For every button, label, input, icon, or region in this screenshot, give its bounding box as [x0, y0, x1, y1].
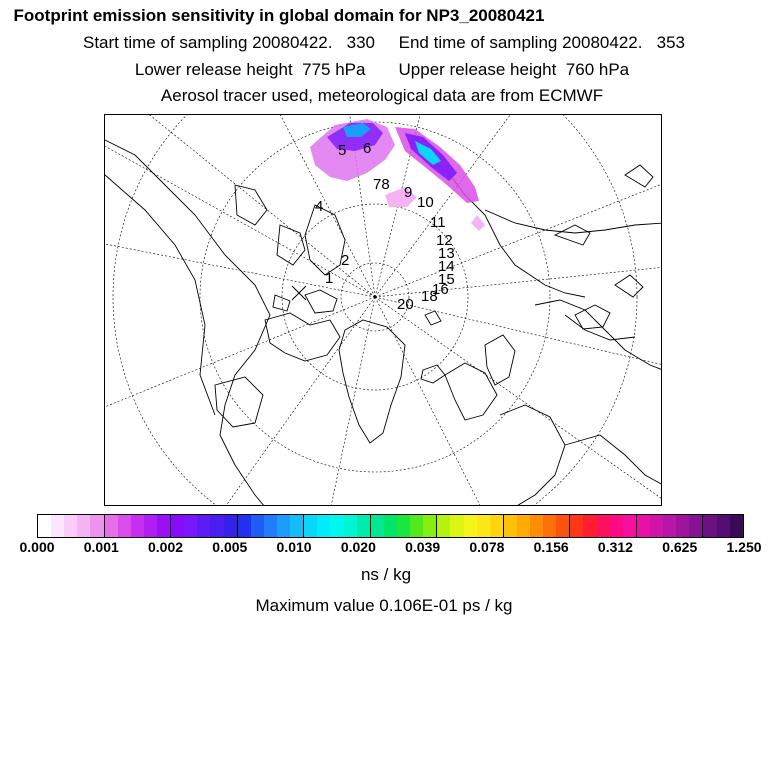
- colorbar-segment: [237, 515, 251, 537]
- release-site-marker: [292, 286, 306, 300]
- trajectory-label: 13: [438, 245, 455, 262]
- colorbar-segment: [730, 515, 743, 537]
- colorbar-segment: [131, 515, 144, 537]
- colorbar-segment: [450, 515, 463, 537]
- colorbar-segment: [184, 515, 197, 537]
- colorbar-segment: [477, 515, 490, 537]
- colorbar-segment: [543, 515, 556, 537]
- colorbar-segment: [370, 515, 384, 537]
- sampling-times: Start time of sampling 20080422. 330 End time of sampling 20080422. 353: [83, 33, 685, 52]
- colorbar-tick-label: 0.156: [533, 539, 569, 555]
- colorbar-segment: [517, 515, 530, 537]
- colorbar-tick-label: 0.020: [340, 539, 376, 555]
- colorbar-segment: [51, 515, 64, 537]
- colorbar-segment: [277, 515, 290, 537]
- trajectory-label: 10: [417, 194, 434, 211]
- release-heights: Lower release height 775 hPa Upper release height 760 hPa: [134, 60, 630, 79]
- colorbar-tick-label: 0.010: [276, 539, 312, 555]
- colorbar-segment: [663, 515, 676, 537]
- map-title: Footprint emission sensitivity in global domain for NP3_20080421: [13, 6, 545, 25]
- trajectory-label: 15: [438, 271, 455, 288]
- trajectory-label: 4: [315, 198, 324, 215]
- trajectory-label: 5: [338, 142, 347, 159]
- colorbar-segment: [717, 515, 730, 537]
- colorbar-tick-label: 0.001: [83, 539, 119, 555]
- colorbar-segment: [264, 515, 277, 537]
- trajectory-label: 9: [404, 184, 413, 201]
- colorbar-tick-label: 0.005: [212, 539, 248, 555]
- colorbar-segment: [490, 515, 503, 537]
- footprint-plume: [310, 119, 485, 231]
- colorbar-tick-label: 1.250: [726, 539, 762, 555]
- colorbar-segment: [251, 515, 264, 537]
- colorbar-segment: [197, 515, 210, 537]
- colorbar-tick-label: 0.078: [469, 539, 505, 555]
- graticule: [105, 115, 662, 506]
- colorbar-segment: [317, 515, 330, 537]
- colorbar-segment: [436, 515, 450, 537]
- colorbar-segment: [423, 515, 436, 537]
- trajectory-label: 18: [421, 288, 438, 305]
- colorbar-segment: [650, 515, 663, 537]
- colorbar-segment: [157, 515, 170, 537]
- trajectory-label: 16: [432, 281, 449, 298]
- colorbar-segment: [303, 515, 317, 537]
- colorbar-segment: [610, 515, 623, 537]
- colorbar-segment: [90, 515, 103, 537]
- colorbar-segment: [104, 515, 118, 537]
- colorbar-tick-label: 0.312: [597, 539, 633, 555]
- colorbar: [37, 514, 744, 538]
- colorbar-segment: [530, 515, 543, 537]
- colorbar-segment: [210, 515, 223, 537]
- polar-map: [104, 114, 662, 506]
- colorbar-segment: [144, 515, 157, 537]
- colorbar-segment: [224, 515, 237, 537]
- colorbar-segment: [397, 515, 410, 537]
- maximum-value: Maximum value 0.106E-01 ps / kg: [255, 596, 513, 615]
- colorbar-segment: [676, 515, 689, 537]
- colorbar-segment: [330, 515, 343, 537]
- colorbar-segment: [597, 515, 610, 537]
- colorbar-segment: [77, 515, 90, 537]
- colorbar-segment: [344, 515, 357, 537]
- colorbar-segment: [290, 515, 303, 537]
- colorbar-tick-label: 0.002: [148, 539, 184, 555]
- colorbar-segment: [410, 515, 423, 537]
- colorbar-segment: [357, 515, 370, 537]
- trajectory-label: 2: [341, 252, 350, 269]
- trajectory-label: 78: [373, 176, 390, 193]
- colorbar-segment: [118, 515, 131, 537]
- colorbar-segment: [569, 515, 583, 537]
- colorbar-segment: [623, 515, 636, 537]
- colorbar-segment: [464, 515, 477, 537]
- colorbar-segment: [556, 515, 569, 537]
- colorbar-segment: [636, 515, 650, 537]
- colorbar-tick-labels: [0, 539, 768, 559]
- colorbar-segment: [689, 515, 702, 537]
- colorbar-tick-label: 0.000: [19, 539, 55, 555]
- colorbar-units: ns / kg: [360, 565, 412, 584]
- colorbar-segment: [384, 515, 397, 537]
- colorbar-segment: [503, 515, 517, 537]
- trajectory-label: 14: [438, 258, 455, 275]
- colorbar-tick-label: 0.039: [405, 539, 441, 555]
- colorbar-segment: [583, 515, 596, 537]
- colorbar-segment: [64, 515, 77, 537]
- trajectory-label: 6: [363, 140, 372, 157]
- colorbar-segment: [170, 515, 184, 537]
- colorbar-segment: [702, 515, 716, 537]
- colorbar-segment: [38, 515, 51, 537]
- trajectory-label: 20: [397, 296, 414, 313]
- trajectory-label: 12: [436, 232, 453, 249]
- colorbar-tick-label: 0.625: [662, 539, 698, 555]
- tracer-info: Aerosol tracer used, meteorological data are from ECMWF: [160, 86, 604, 105]
- trajectory-label: 11: [430, 214, 446, 231]
- map-canvas: [105, 115, 662, 506]
- trajectory-label: 1: [325, 270, 334, 287]
